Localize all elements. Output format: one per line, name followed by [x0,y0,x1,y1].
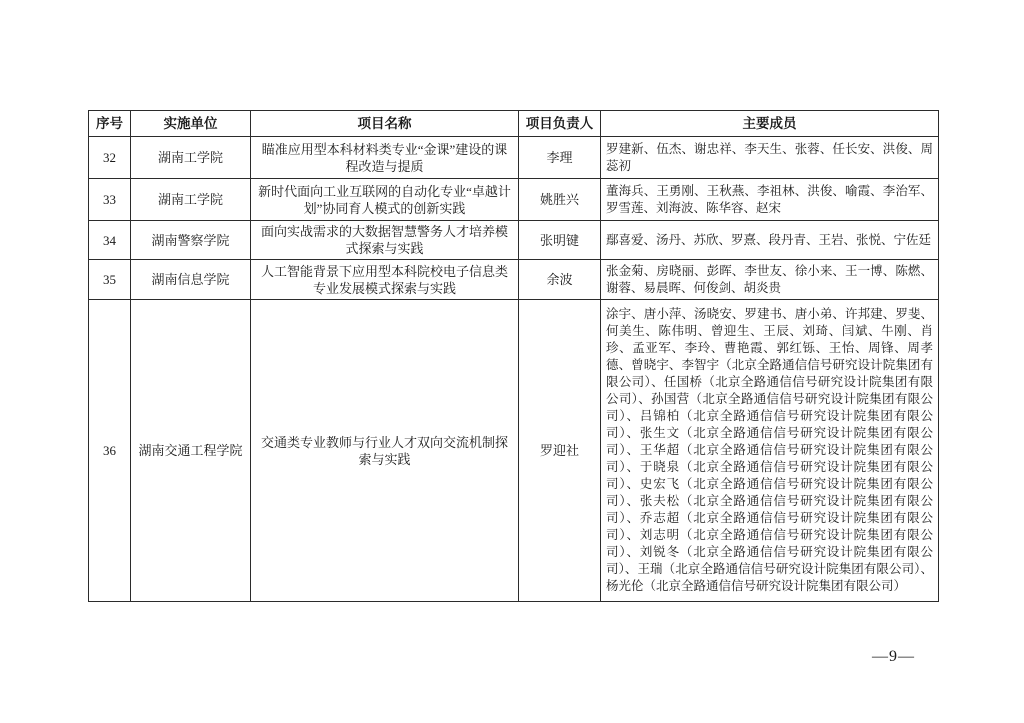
table-row [89,179,939,221]
cell-implementing-unit: 湖南工学院 [131,179,251,221]
cell-implementing-unit: 湖南信息学院 [131,260,251,300]
header-main-members: 主要成员 [601,111,939,137]
cell-main-members: 鄢喜爱、汤丹、苏欣、罗熹、段丹青、王岩、张悦、宁佐廷 [601,221,939,260]
cell-implementing-unit: 湖南警察学院 [131,221,251,260]
project-table [88,110,939,602]
cell-serial-number: 32 [89,137,131,179]
cell-serial-number: 33 [89,179,131,221]
cell-project-name: 交通类专业教师与行业人才双向交流机制探索与实践 [251,300,519,602]
table-row [89,137,939,179]
cell-project-name: 人工智能背景下应用型本科院校电子信息类专业发展模式探索与实践 [251,260,519,300]
cell-main-members: 张金菊、房晓丽、彭晖、李世友、徐小来、王一博、陈燃、谢蓉、易晨晖、何俊剑、胡炎贵 [601,260,939,300]
cell-serial-number: 34 [89,221,131,260]
cell-project-leader: 张明键 [519,221,601,260]
cell-implementing-unit: 湖南交通工程学院 [131,300,251,602]
cell-project-leader: 罗迎社 [519,300,601,602]
table-header-row [89,111,939,137]
page-number: —9— [872,648,915,665]
cell-project-name: 面向实战需求的大数据智慧警务人才培养模式探索与实践 [251,221,519,260]
header-serial-number: 序号 [89,111,131,137]
header-implementing-unit: 实施单位 [131,111,251,137]
cell-main-members: 董海兵、王勇刚、王秋燕、李祖林、洪俊、喻霞、李治军、罗雪莲、刘海波、陈华容、赵宋 [601,179,939,221]
cell-project-leader: 李理 [519,137,601,179]
cell-project-leader: 姚胜兴 [519,179,601,221]
cell-project-name: 新时代面向工业互联网的自动化专业“卓越计划”协同育人模式的创新实践 [251,179,519,221]
cell-main-members: 罗建新、伍杰、谢忠祥、李天生、张蓉、任长安、洪俊、周蕊初 [601,137,939,179]
table-row [89,221,939,260]
header-project-name: 项目名称 [251,111,519,137]
cell-serial-number: 35 [89,260,131,300]
header-project-leader: 项目负责人 [519,111,601,137]
table-row [89,300,939,602]
cell-main-members: 涂宇、唐小萍、汤晓安、罗建书、唐小弟、许邦建、罗斐、何美生、陈伟明、曾迎生、王辰、刘琦、闫斌、牛刚、肖珍、孟亚军、李玲、曹艳霞、郭红铄、王怡、周锋、周孝德、曾晓宇、李智宇（北京全路通信信号研究设计院集团有限公司）、任国桥（北京全路通信信号研究设计院集团有限公司）、孙国营（北京全路通信信号研究设计院集团有限公司）、吕锦柏（北京全路通信信号研究设计院集团有限公司）、张生文（北京全路通信信号研究设计院集团有限公司）、王华超（北京全路通信信号研究设计院集团有限公司）、于晓泉（北京全路通信信号研究设计院集团有限公司）、史宏飞（北京全路通信信号研究设计院集团有限公司）、张夫松（北京全路通信信号研究设计院集团有限公司）、乔志超（北京全路通信信号研究设计院集团有限公司）、刘志明（北京全路通信信号研究设计院集团有限公司）、刘锐冬（北京全路通信信号研究设计院集团有限公司）、王瑞（北京全路通信信号研究设计院集团有限公司）、杨光伦（北京全路通信信号研究设计院集团有限公司） [601,300,939,602]
cell-project-name: 瞄准应用型本科材料类专业“金课”建设的课程改造与提质 [251,137,519,179]
cell-implementing-unit: 湖南工学院 [131,137,251,179]
table-row [89,260,939,300]
cell-project-leader: 余波 [519,260,601,300]
cell-serial-number: 36 [89,300,131,602]
